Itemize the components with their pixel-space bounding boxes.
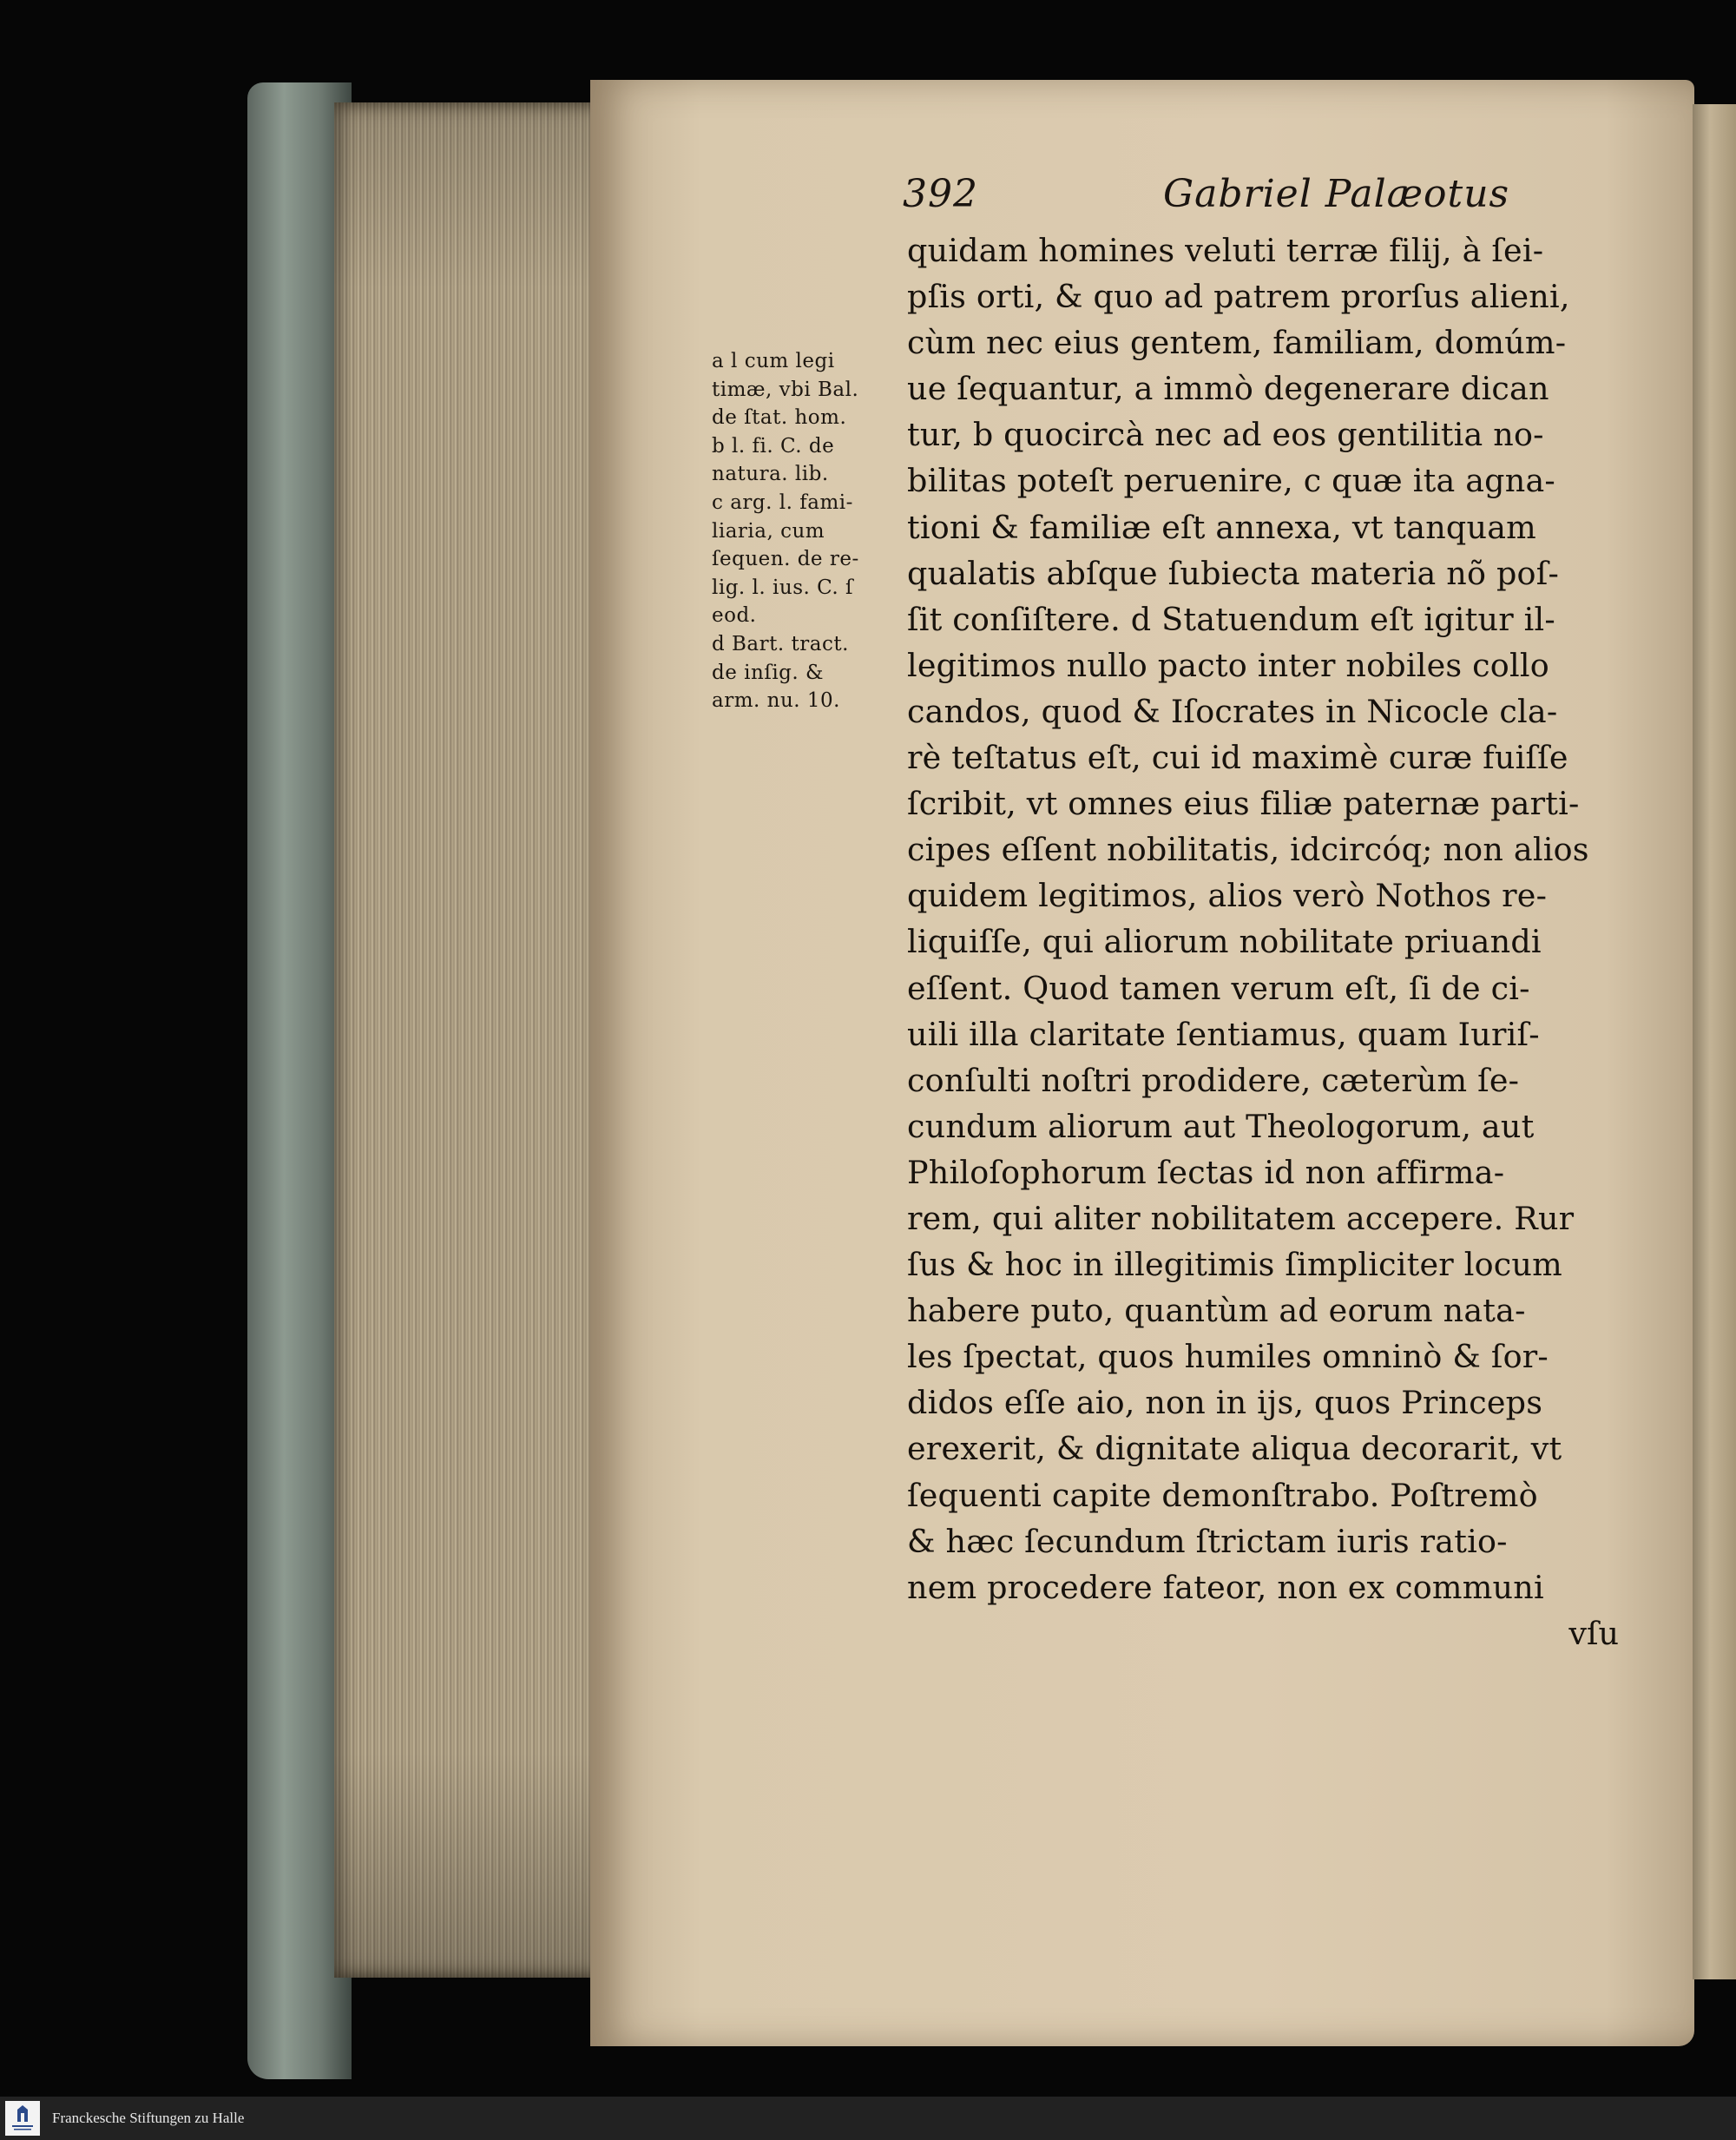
institution-label: Franckesche Stiftungen zu Halle <box>52 2110 245 2126</box>
text-line: ſequenti capite demonſtrabo. Poſtremò <box>907 1476 1538 1514</box>
text-line: liquiſſe, qui aliorum nobilitate priuandi <box>907 923 1542 961</box>
text-line: eſſent. Quod tamen verum eſt, ſi de ci- <box>907 969 1530 1007</box>
text-line: rem, qui aliter nobilitatem accepere. Rur <box>907 1199 1575 1237</box>
marginal-note-line: b l. fi. C. de <box>712 434 835 458</box>
text-line: habere puto, quantùm ad eorum nata- <box>907 1292 1526 1330</box>
text-line: ue ſequantur, a immò degenerare dican <box>907 370 1549 408</box>
marginal-note-line: ſequen. de re- <box>712 548 859 571</box>
page-number: 392 <box>903 172 978 216</box>
text-line: les ſpectat, quos humiles omninò & ſor- <box>907 1338 1549 1376</box>
text-line: quidam homines veluti terræ filij, à ſei- <box>907 232 1544 269</box>
catchword: vſu <box>1568 1614 1619 1652</box>
marginal-note-line: c arg. l. fami- <box>712 491 853 514</box>
text-line: tur, b quocircà nec ad eos gentilitia no- <box>907 416 1544 454</box>
main-text <box>907 227 1654 1656</box>
running-head-title: Gabriel Palæotus <box>1163 172 1510 216</box>
text-line: candos, quod & Iſocrates in Nicocle cla- <box>907 692 1558 730</box>
marginal-notes <box>712 347 903 715</box>
text-line: uili illa claritate ſentiamus, quam Iuriſ- <box>907 1015 1540 1053</box>
marginal-note-line: de ſtat. hom. <box>712 406 847 430</box>
text-line: bilitas poteſt peruenire, c quæ ita agna- <box>907 462 1555 500</box>
marginal-note-line: eod. <box>712 604 757 628</box>
text-line: erexerit, & dignitate aliqua decorarit, vt <box>907 1430 1562 1468</box>
text-line: quidem legitimos, alios verò Nothos re- <box>907 877 1548 915</box>
text-line: tioni & familiæ eſt annexa, vt tanquam <box>907 508 1536 546</box>
institution-logo-icon <box>5 2101 40 2136</box>
footer-bar <box>0 2097 1736 2140</box>
marginal-note-line: arm. nu. 10. <box>712 689 840 713</box>
text-line: legitimos nullo pacto inter nobiles collo <box>907 646 1549 684</box>
text-line: & hæc ſecundum ſtrictam iuris ratio- <box>907 1522 1508 1560</box>
text-line: pſis orti, & quo ad patrem prorſus alieni, <box>907 278 1570 316</box>
text-line: ſus & hoc in illegitimis ſimpliciter locum <box>907 1246 1562 1284</box>
marginal-note-line: a l cum legi <box>712 350 835 372</box>
marginal-note-line: lig. l. ius. C. ſ <box>712 576 854 599</box>
marginal-note-line: d Bart. tract. <box>712 632 849 655</box>
text-line: Philoſophorum ſectas id non affirma- <box>907 1153 1505 1191</box>
text-line: ſcribit, vt omnes eius filiæ paternæ parti- <box>907 785 1580 823</box>
page-stack <box>334 102 621 1978</box>
text-line: cipes eſſent nobilitatis, idcircóq; non alios <box>907 831 1589 869</box>
text-line: conſulti noſtri prodidere, cæterùm ſe- <box>907 1061 1520 1099</box>
marginal-note-line: de inſig. & <box>712 661 825 684</box>
facing-page-edge <box>1693 104 1736 1979</box>
text-line: didos eſſe aio, non in ijs, quos Princeps <box>907 1384 1543 1422</box>
text-line: nem procedere fateor, non ex communi <box>907 1568 1544 1606</box>
text-line: cundum aliorum aut Theologorum, aut <box>907 1107 1535 1145</box>
marginal-note-line: timæ, vbi Bal. <box>712 378 859 401</box>
text-line: qualatis abſque ſubiecta materia nõ poſ- <box>907 554 1559 592</box>
marginal-note-line: natura. lib. <box>712 463 829 486</box>
text-line: cùm nec eius gentem, familiam, domúm- <box>907 324 1567 362</box>
text-line: ſit conſiſtere. d Statuendum eſt igitur il- <box>907 600 1555 638</box>
text-line: rè teſtatus eſt, cui id maximè curæ fuiſſe <box>907 739 1568 777</box>
marginal-note-line: liaria, cum <box>712 519 825 543</box>
